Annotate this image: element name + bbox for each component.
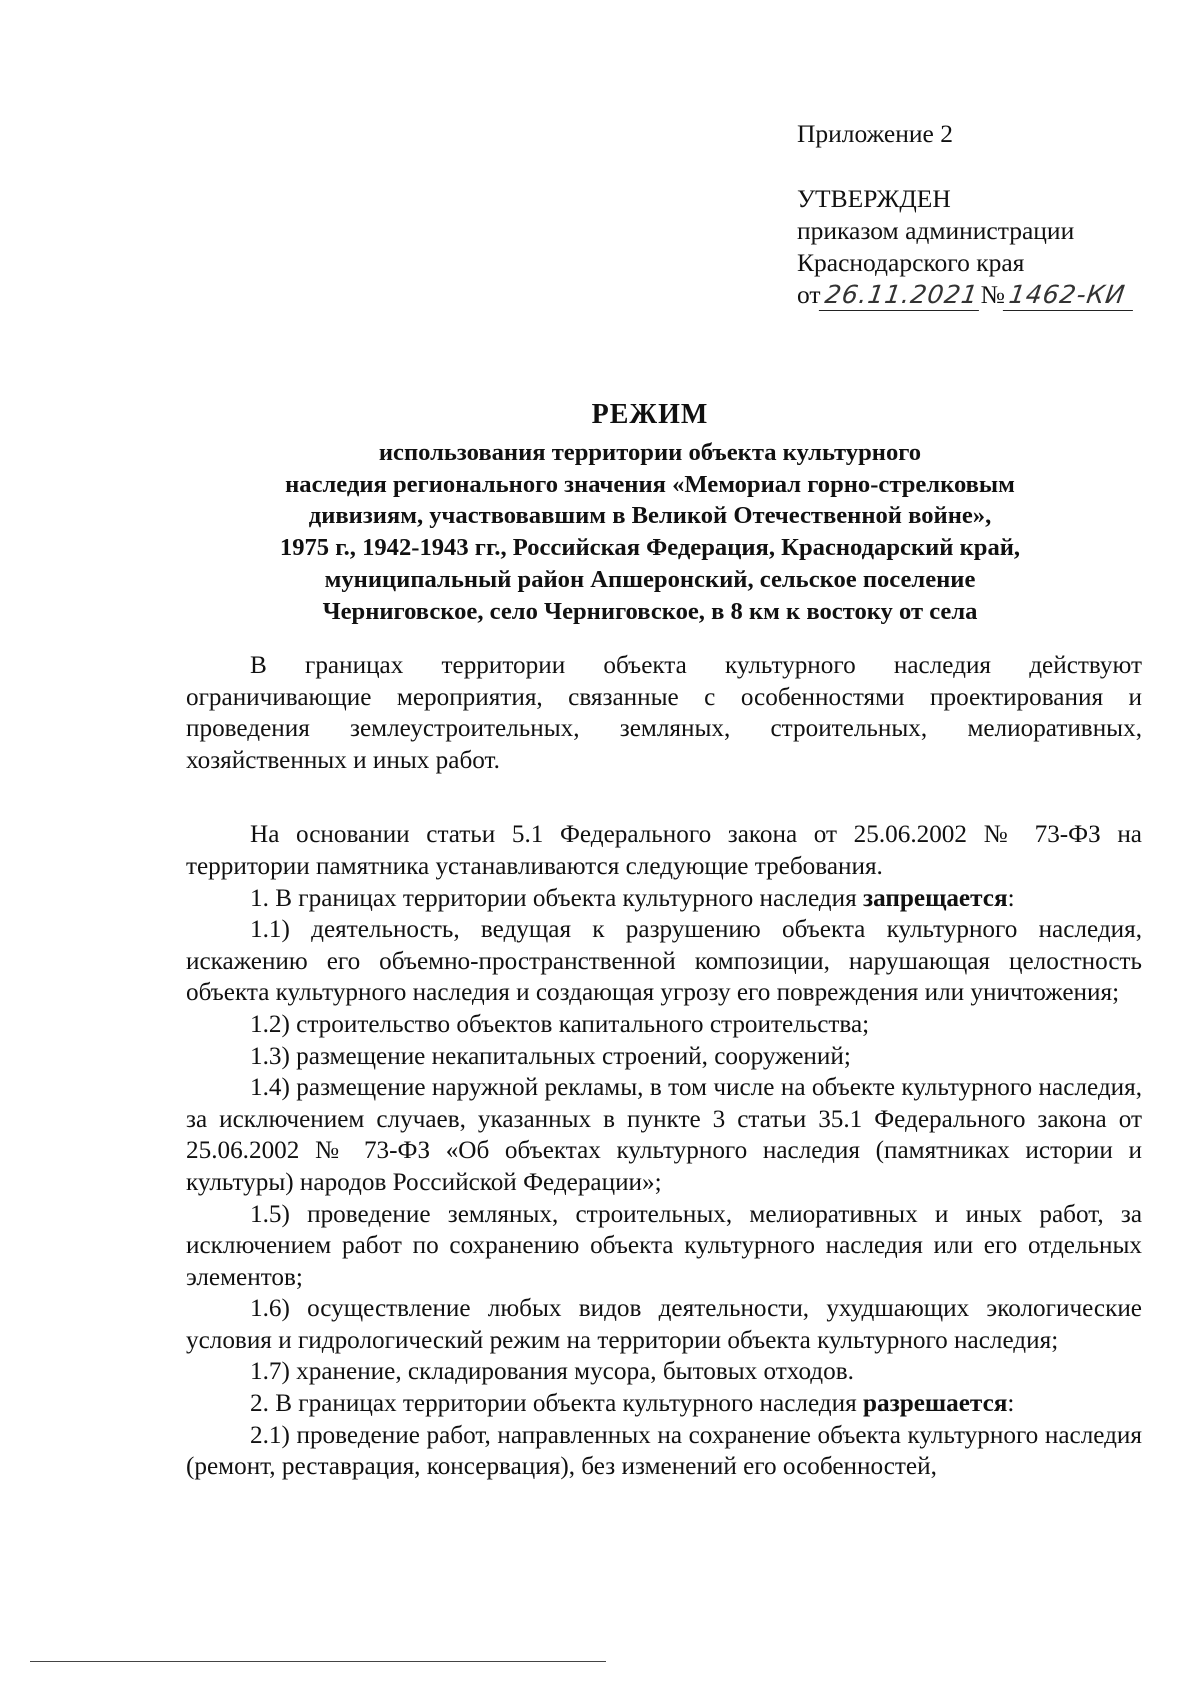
section-2-prefix: 2. В границах территории объекта культурного наследия	[250, 1390, 863, 1418]
section-2-heading	[186, 1388, 1142, 1420]
title-line-6: Черниговское, село Черниговское, в 8 км к востоку от села	[322, 597, 978, 625]
appendix-label: Приложение 2	[797, 119, 953, 148]
item-1-1: 1.1) деятельность, ведущая к разрушению объекта культурного наследия, искажению его объемно-пространственной композиции, нарушающая целостность объекта культурного наследия и создающая угрозу его повреждения или уничтожения;	[186, 916, 1142, 1007]
date-prefix: от	[797, 280, 821, 309]
approved-by-line-2: Краснодарского края	[797, 248, 1025, 277]
title-line-3: дивизиям, участвовавшим в Великой Отечественной войне»,	[308, 502, 992, 530]
title-line-4: 1975 г., 1942-1943 гг., Российская Федерация, Краснодарский край,	[279, 534, 1021, 562]
section-1-prefix: 1. В границах территории объекта культурного наследия	[250, 884, 863, 912]
section-1-heading	[186, 883, 1142, 915]
title-line-5: муниципальный район Апшеронский, сельское поселение	[324, 565, 976, 593]
handwritten-order-number: 1462-КИ	[1003, 280, 1137, 311]
section-2-permitted: разрешается	[862, 1390, 1008, 1418]
approved-by-line-1: приказом администрации	[797, 216, 1075, 245]
approved-heading: УТВЕРЖДЕН	[797, 184, 951, 213]
document-body	[186, 650, 1142, 1483]
item-1-7: 1.7) хранение, складирования мусора, бытовых отходов.	[250, 1358, 854, 1386]
document-title: РЕЖИМ	[591, 399, 709, 430]
item-1-4: 1.4) размещение наружной рекламы, в том числе на объекте культурного наследия, за исключением случаев, указанных в пункте 3 статьи 35.1 Федерального закона от 25.06.2002 № 73-ФЗ «Об объектах культурного наследия (памятниках истории и культуры) народов Российской Федерации»;	[186, 1074, 1142, 1196]
section-2-suffix: :	[1007, 1390, 1015, 1418]
intro-paragraph: В границах территории объекта культурного наследия действуют ограничивающие мероприятия, связанные с особенностями проектирования и проведения землеустроительных, земляных, строительных, мелиоративных, хозяйственных и иных работ.	[186, 652, 1142, 774]
number-sign: №	[980, 280, 1005, 309]
title-line-1: использования территории объекта культурного	[378, 439, 922, 466]
item-1-2: 1.2) строительство объектов капитального строительства;	[250, 1010, 870, 1038]
item-1-3: 1.3) размещение некапитальных строений, сооружений;	[250, 1042, 851, 1070]
footnote-divider	[30, 1661, 606, 1662]
item-1-6: 1.6) осуществление любых видов деятельности, ухудшающих экологические условия и гидрологический режим на территории объекта культурного наследия;	[186, 1295, 1142, 1354]
legal-basis-paragraph: На основании статьи 5.1 Федерального закона от 25.06.2002 № 73-ФЗ на территории памятника устанавливаются следующие требования.	[186, 821, 1142, 880]
item-1-5: 1.5) проведение земляных, строительных, мелиоративных и иных работ, за исключением работ по сохранению объекта культурного наследия или его отдельных элементов;	[186, 1200, 1142, 1291]
paragraph-gap	[186, 776, 1142, 819]
document-title-block	[150, 395, 1150, 627]
handwritten-date: 26.11.2021	[818, 280, 982, 311]
section-1-prohibited: запрещается	[862, 884, 1008, 912]
approval-stamp-block	[797, 118, 1177, 311]
item-2-1: 2.1) проведение работ, направленных на сохранение объекта культурного наследия (ремонт, реставрация, консервация), без изменений его особенностей,	[186, 1421, 1142, 1481]
title-line-2: наследия регионального значения «Мемориал горно-стрелковым	[285, 470, 1015, 498]
order-date-number-line	[797, 279, 1177, 311]
section-1-suffix: :	[1007, 884, 1015, 912]
